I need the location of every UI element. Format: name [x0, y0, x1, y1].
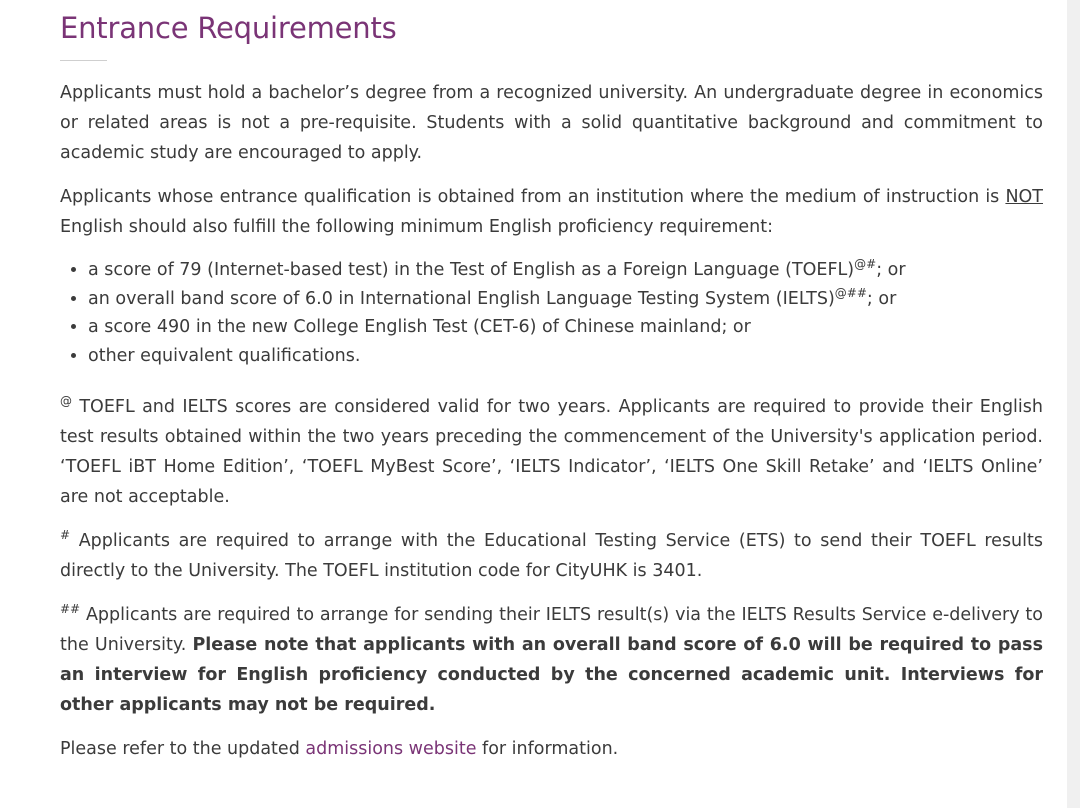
- list-item: [88, 313, 1043, 342]
- para-text-after: English should also fulfill the following minimum English proficiency requirement:: [60, 217, 773, 237]
- intro-paragraph: Applicants must hold a bachelor’s degree from a recognized university. An undergraduate degree in economics or related areas is not a pre-requisite. Students with a solid quantitative background and commitment to academic study are encouraged to apply.: [60, 83, 1043, 163]
- footnote-bold-note: Please note that applicants with an overall band score of 6.0 will be required to pass an interview for English proficiency conducted by the concerned academic unit. Interviews for other applicants may not be required.: [60, 635, 1043, 715]
- footnote-toefl: [60, 526, 1043, 586]
- title-divider: [60, 60, 107, 61]
- admissions-website-link[interactable]: admissions website: [305, 739, 477, 759]
- footer-text-after: for information.: [476, 739, 619, 759]
- not-emphasis: NOT: [1005, 187, 1043, 207]
- scrollbar-track[interactable]: [1067, 0, 1080, 808]
- footnote-ielts: [60, 600, 1043, 720]
- list-item-text: an overall band score of 6.0 in International English Language Testing System (IELTS): [88, 288, 835, 309]
- main-content: [60, 0, 1043, 764]
- list-item: [88, 285, 1043, 314]
- footer-paragraph: [60, 734, 1043, 764]
- footnote-mark: @: [60, 394, 72, 409]
- footnote-mark: ##: [60, 602, 81, 617]
- footnote-mark: #: [60, 528, 71, 543]
- footnote-validity: [60, 392, 1043, 512]
- footnote-text: Applicants are required to arrange with the Educational Testing Service (ETS) to send their TOEFL results directly to the University. The TOEFL institution code for CityUHK is 3401.: [60, 531, 1043, 581]
- footnote-text: TOEFL and IELTS scores are considered valid for two years. Applicants are required to provide their English test results obtained within the two years preceding the commencement of the University's application period. ‘TOEFL iBT Home Edition’, ‘TOEFL MyBest Score’, ‘IELTS Indicator’, ‘IELTS One Skill Retake’ and ‘IELTS Online’ are not acceptable.: [60, 397, 1043, 507]
- list-item: [88, 342, 1043, 371]
- page-title: Entrance Requirements: [60, 11, 397, 45]
- footnote-mark: @#: [854, 257, 877, 272]
- list-item: [88, 256, 1043, 285]
- list-item-text: a score of 79 (Internet-based test) in the Test of English as a Foreign Language (TOEFL): [88, 260, 855, 280]
- footer-text-before: Please refer to the updated: [60, 739, 306, 759]
- english-requirement-paragraph: [60, 182, 1043, 242]
- footnote-mark: @##: [834, 285, 867, 300]
- footnote-text: Applicants are required to arrange for sending their IELTS result(s) via the IELTS Results Service e-delivery to the University.: [60, 605, 1043, 655]
- list-item-tail: ; or: [866, 288, 897, 309]
- para-text-before: Applicants whose entrance qualification is obtained from an institution where the medium of instruction is: [60, 187, 1006, 207]
- list-item-tail: ; or: [876, 260, 906, 280]
- list-item-text: other equivalent qualifications.: [88, 345, 361, 366]
- list-item-text: a score 490 in the new College English Test (CET-6) of Chinese mainland; or: [88, 317, 751, 337]
- requirements-list: [60, 256, 1043, 370]
